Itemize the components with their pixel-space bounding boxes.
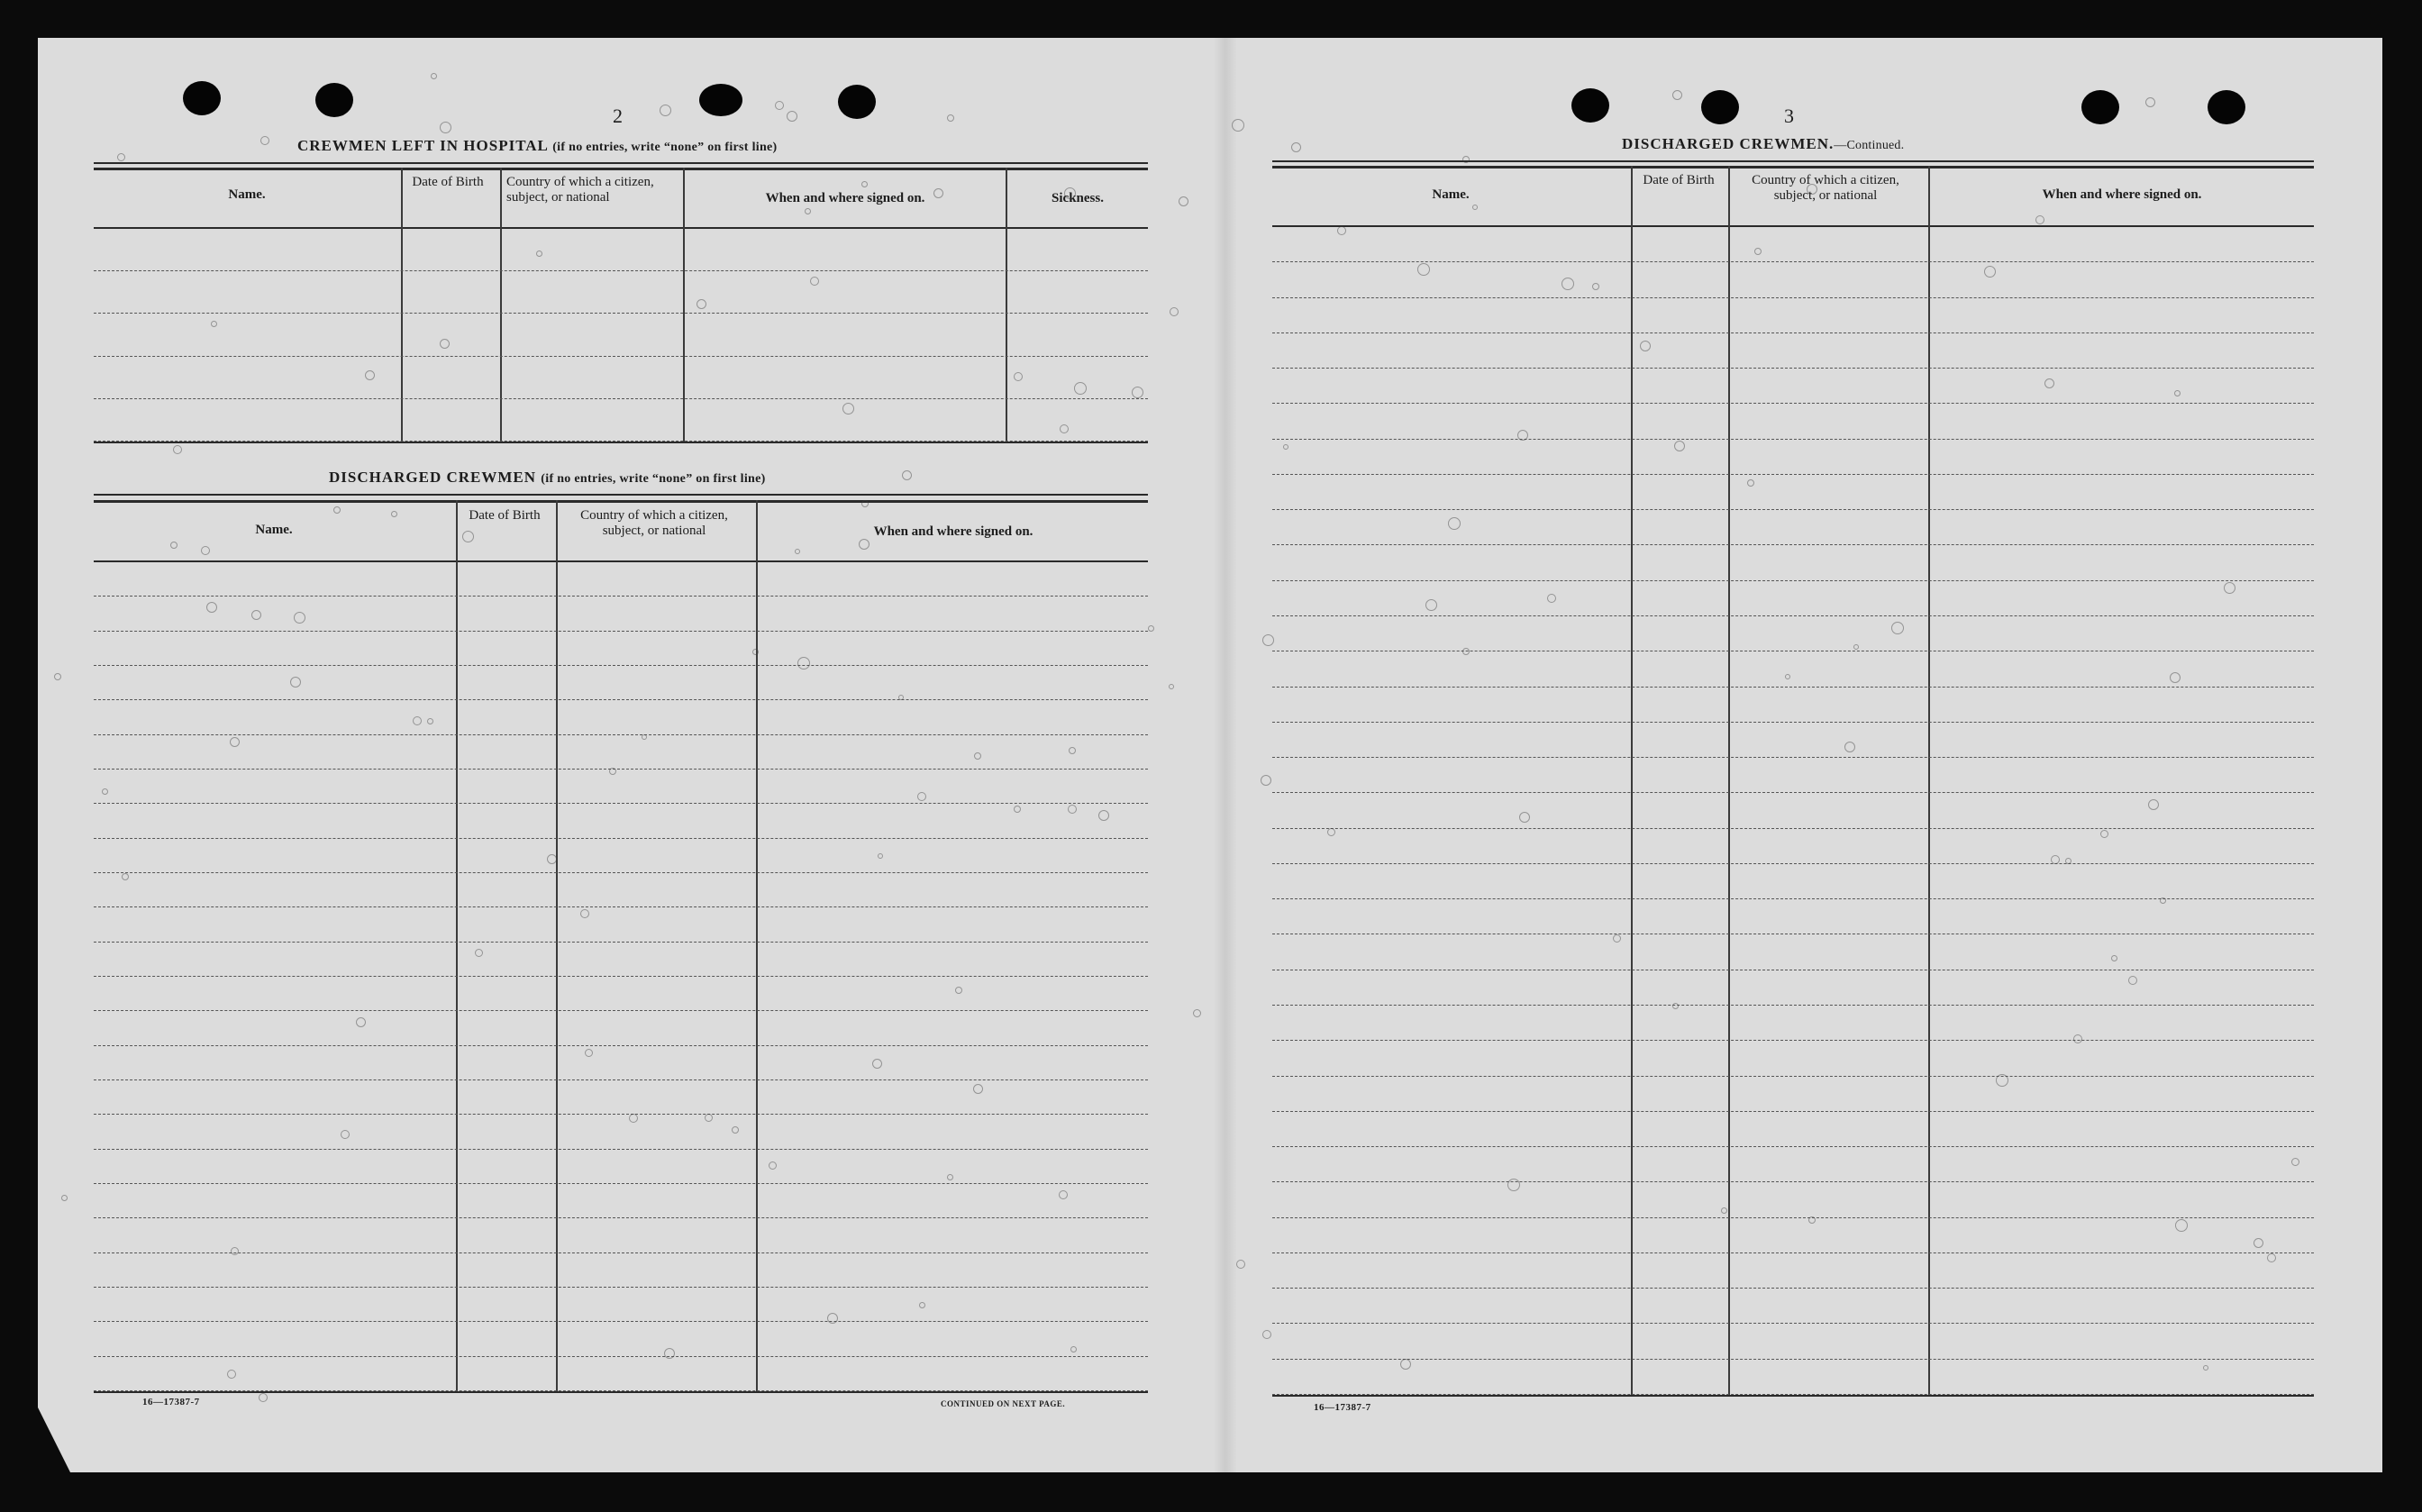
- paper-speck: [2100, 830, 2108, 838]
- right-blank-line: [1272, 474, 2314, 475]
- paper-speck: [61, 1195, 68, 1201]
- paper-speck: [122, 873, 129, 880]
- paper-speck: [413, 716, 422, 725]
- right-blank-line: [1272, 1111, 2314, 1112]
- form-number-left: 16—17387-7: [142, 1397, 200, 1407]
- hospital-col-signed: When and where signed on.: [765, 191, 925, 205]
- discharged-blank-line: [94, 906, 1148, 907]
- hospital-section-title: [297, 137, 778, 155]
- paper-speck: [664, 1348, 675, 1359]
- punch-hole: [2208, 90, 2245, 124]
- right-blank-line: [1272, 687, 2314, 688]
- paper-speck: [795, 549, 800, 554]
- paper-speck: [1170, 307, 1179, 316]
- paper-speck: [2170, 672, 2181, 683]
- paper-speck: [902, 470, 912, 480]
- paper-speck: [1169, 684, 1174, 689]
- paper-speck: [898, 695, 904, 700]
- paper-speck: [2148, 799, 2159, 810]
- right-top-rule-2: [1272, 166, 2314, 169]
- right-blank-line: [1272, 261, 2314, 262]
- right-blank-line: [1272, 863, 2314, 864]
- discharged-blank-line: [94, 1356, 1148, 1357]
- paper-speck: [1674, 441, 1685, 451]
- hospital-col-divider: [683, 168, 685, 443]
- paper-speck: [440, 339, 450, 349]
- paper-speck: [2254, 1238, 2263, 1248]
- right-blank-line: [1272, 1040, 2314, 1041]
- paper-speck: [2044, 378, 2054, 388]
- paper-speck: [333, 506, 341, 514]
- right-blank-line: [1272, 439, 2314, 440]
- paper-speck: [580, 909, 589, 918]
- paper-speck: [1059, 1190, 1068, 1199]
- right-col-name: Name.: [1432, 187, 1470, 202]
- right-page: [1225, 38, 2382, 1472]
- paper-speck: [769, 1161, 777, 1170]
- paper-speck: [1547, 594, 1556, 603]
- paper-speck: [1721, 1207, 1727, 1214]
- paper-speck: [1283, 444, 1288, 450]
- paper-speck: [2203, 1365, 2208, 1371]
- discharged-top-rule: [94, 494, 1148, 496]
- paper-speck: [1747, 479, 1754, 487]
- discharged-header-rule: [94, 560, 1148, 562]
- paper-speck: [231, 1247, 239, 1255]
- paper-speck: [2051, 855, 2060, 864]
- paper-speck: [797, 657, 810, 669]
- paper-speck: [391, 511, 397, 517]
- punch-hole: [1571, 88, 1609, 123]
- paper-speck: [697, 299, 706, 309]
- hospital-blank-line: [94, 356, 1148, 357]
- paper-speck: [1417, 263, 1430, 276]
- paper-speck: [974, 752, 981, 760]
- paper-speck: [861, 181, 868, 187]
- punch-hole: [2081, 90, 2119, 124]
- discharged-blank-line: [94, 1114, 1148, 1115]
- paper-speck: [805, 208, 811, 214]
- paper-speck: [1891, 622, 1904, 634]
- paper-speck: [1562, 278, 1574, 290]
- punch-hole: [838, 85, 876, 119]
- right-blank-line: [1272, 615, 2314, 616]
- left-page: [38, 38, 1225, 1472]
- paper-speck: [102, 788, 108, 795]
- right-blank-line: [1272, 297, 2314, 298]
- paper-speck: [1507, 1179, 1520, 1191]
- paper-speck: [1148, 625, 1154, 632]
- paper-speck: [2111, 955, 2117, 961]
- right-blank-line: [1272, 1359, 2314, 1360]
- discharged-blank-line: [94, 734, 1148, 735]
- discharged-col-divider: [456, 500, 458, 1392]
- paper-speck: [878, 853, 883, 859]
- right-col-divider: [1631, 166, 1633, 1397]
- discharged-blank-line: [94, 1287, 1148, 1288]
- paper-speck: [1672, 1003, 1679, 1009]
- discharged-blank-line: [94, 1217, 1148, 1218]
- paper-speck: [947, 114, 954, 122]
- paper-speck: [431, 73, 437, 79]
- paper-speck: [917, 792, 926, 801]
- paper-speck: [609, 768, 616, 775]
- right-col-divider: [1728, 166, 1730, 1397]
- discharged-col-dob: Date of Birth: [469, 508, 541, 523]
- paper-speck: [859, 539, 870, 550]
- page-crease: [1214, 38, 1237, 1472]
- paper-speck: [660, 105, 671, 116]
- paper-speck: [230, 737, 240, 747]
- punch-hole: [699, 84, 742, 116]
- right-blank-line: [1272, 1181, 2314, 1182]
- right-blank-line: [1272, 792, 2314, 793]
- paper-speck: [2065, 858, 2071, 864]
- page-number-left: 2: [613, 105, 623, 127]
- paper-speck: [1236, 1260, 1245, 1269]
- paper-speck: [933, 188, 943, 198]
- right-blank-line: [1272, 1146, 2314, 1147]
- right-blank-line: [1272, 722, 2314, 723]
- continued-note: CONTINUED ON NEXT PAGE.: [941, 1399, 1066, 1408]
- right-col-divider: [1928, 166, 1930, 1397]
- paper-speck: [173, 445, 182, 454]
- right-blank-line: [1272, 1323, 2314, 1324]
- right-bottom-rule: [1272, 1395, 2314, 1397]
- paper-speck: [1069, 747, 1076, 754]
- hospital-col-divider: [1006, 168, 1007, 443]
- right-top-rule: [1272, 160, 2314, 162]
- right-title-text: DISCHARGED CREWMEN.: [1622, 135, 1835, 152]
- hospital-blank-line: [94, 313, 1148, 314]
- right-title-suffix: —Continued.: [1834, 139, 1905, 152]
- right-blank-line: [1272, 332, 2314, 333]
- paper-speck: [1132, 387, 1143, 398]
- paper-speck: [775, 101, 784, 110]
- paper-speck: [1070, 1346, 1077, 1353]
- paper-speck: [1853, 644, 1859, 650]
- right-col-signed: When and where signed on.: [2042, 187, 2202, 202]
- paper-speck: [2224, 582, 2235, 594]
- paper-speck: [1996, 1074, 2008, 1087]
- paper-speck: [1472, 205, 1478, 210]
- paper-speck: [1337, 226, 1346, 235]
- paper-speck: [1808, 1216, 1816, 1224]
- paper-speck: [1754, 248, 1762, 255]
- right-section-title: [1622, 135, 1904, 153]
- paper-speck: [462, 531, 474, 542]
- right-col-dob: Date of Birth: [1643, 173, 1715, 187]
- paper-speck: [170, 542, 178, 549]
- discharged-top-rule-2: [94, 500, 1148, 503]
- discharged-blank-line: [94, 803, 1148, 804]
- discharged-blank-line: [94, 1079, 1148, 1080]
- paper-speck: [1262, 634, 1274, 646]
- right-blank-line: [1272, 544, 2314, 545]
- paper-speck: [2160, 897, 2166, 904]
- paper-speck: [1517, 430, 1528, 441]
- discharged-col-divider: [556, 500, 558, 1392]
- discharged-blank-line: [94, 631, 1148, 632]
- paper-speck: [1014, 372, 1023, 381]
- paper-speck: [973, 1084, 983, 1094]
- paper-speck: [1098, 810, 1109, 821]
- right-blank-line: [1272, 368, 2314, 369]
- right-blank-line: [1272, 1288, 2314, 1289]
- discharged-blank-line: [94, 976, 1148, 977]
- paper-speck: [341, 1130, 350, 1139]
- paper-speck: [919, 1302, 925, 1308]
- right-blank-line: [1272, 1252, 2314, 1253]
- right-blank-line: [1272, 509, 2314, 510]
- right-col-country: Country of which a citizen, subject, or national: [1752, 173, 1899, 203]
- paper-speck: [1519, 812, 1530, 823]
- paper-speck: [227, 1370, 236, 1379]
- paper-speck: [842, 403, 854, 414]
- hospital-title-note: (if no entries, write “none” on first line): [552, 141, 778, 154]
- paper-speck: [1400, 1359, 1411, 1370]
- page-number-right: 3: [1784, 105, 1794, 127]
- punch-hole: [315, 83, 353, 117]
- paper-speck: [1640, 341, 1651, 351]
- discharged-section-title: [329, 469, 766, 487]
- paper-speck: [1262, 1330, 1271, 1339]
- discharged-blank-line: [94, 872, 1148, 873]
- paper-speck: [1844, 742, 1855, 752]
- paper-speck: [1672, 90, 1682, 100]
- discharged-blank-line: [94, 1045, 1148, 1046]
- paper-speck: [206, 602, 217, 613]
- paper-speck: [2035, 215, 2044, 224]
- paper-speck: [787, 111, 797, 122]
- paper-speck: [1462, 648, 1470, 655]
- paper-speck: [2145, 97, 2155, 107]
- discharged-blank-line: [94, 838, 1148, 839]
- paper-speck: [547, 854, 557, 864]
- right-blank-line: [1272, 898, 2314, 899]
- paper-speck: [1613, 934, 1621, 943]
- punch-hole: [1701, 90, 1739, 124]
- paper-speck: [211, 321, 217, 327]
- right-blank-line: [1272, 757, 2314, 758]
- hospital-col-country: Country of which a citizen, subject, or national: [506, 175, 654, 205]
- paper-speck: [732, 1126, 739, 1134]
- paper-speck: [290, 677, 301, 688]
- paper-speck: [1425, 599, 1437, 611]
- paper-speck: [1179, 196, 1188, 206]
- right-blank-line: [1272, 580, 2314, 581]
- discharged-title-text: DISCHARGED CREWMEN: [329, 469, 537, 486]
- paper-speck: [1060, 424, 1069, 433]
- paper-speck: [2175, 1219, 2188, 1232]
- paper-speck: [117, 153, 125, 161]
- paper-speck: [629, 1114, 638, 1123]
- paper-speck: [2291, 1158, 2299, 1166]
- hospital-header-rule: [94, 227, 1148, 229]
- discharged-title-note: (if no entries, write “none” on first line): [541, 472, 766, 486]
- hospital-blank-line: [94, 270, 1148, 271]
- hospital-top-rule-2: [94, 168, 1148, 170]
- paper-speck: [1327, 828, 1335, 836]
- paper-speck: [1462, 156, 1470, 163]
- right-blank-line: [1272, 828, 2314, 829]
- paper-speck: [705, 1114, 713, 1122]
- discharged-blank-line: [94, 596, 1148, 597]
- right-blank-line: [1272, 403, 2314, 404]
- discharged-col-divider: [756, 500, 758, 1392]
- discharged-col-signed: When and where signed on.: [873, 524, 1033, 539]
- paper-speck: [1984, 266, 1996, 278]
- paper-speck: [1074, 382, 1087, 395]
- paper-speck: [294, 612, 305, 624]
- right-header-rule: [1272, 225, 2314, 227]
- discharged-col-country: Country of which a citizen, subject, or national: [580, 508, 728, 538]
- hospital-col-sickness: Sickness.: [1052, 191, 1104, 205]
- hospital-title-text: CREWMEN LEFT IN HOSPITAL: [297, 137, 548, 154]
- paper-speck: [1064, 187, 1076, 199]
- paper-speck: [947, 1174, 953, 1180]
- hospital-blank-line: [94, 398, 1148, 399]
- discharged-bottom-rule: [94, 1391, 1148, 1393]
- discharged-blank-line: [94, 1183, 1148, 1184]
- hospital-col-divider: [401, 168, 403, 443]
- paper-speck: [585, 1049, 593, 1057]
- discharged-blank-line: [94, 1010, 1148, 1011]
- paper-speck: [1193, 1009, 1201, 1017]
- paper-speck: [827, 1313, 838, 1324]
- paper-speck: [752, 649, 759, 655]
- punch-hole: [183, 81, 221, 115]
- right-blank-line: [1272, 1076, 2314, 1077]
- paper-speck: [260, 136, 269, 145]
- hospital-col-dob: Date of Birth: [412, 175, 484, 189]
- paper-speck: [955, 987, 962, 994]
- paper-speck: [1448, 517, 1461, 530]
- discharged-blank-line: [94, 1149, 1148, 1150]
- paper-speck: [2073, 1034, 2082, 1043]
- paper-speck: [536, 250, 542, 257]
- paper-speck: [872, 1059, 882, 1069]
- paper-speck: [2128, 976, 2137, 985]
- right-blank-line: [1272, 1217, 2314, 1218]
- paper-speck: [861, 500, 869, 507]
- discharged-blank-line: [94, 942, 1148, 943]
- hospital-bottom-rule: [94, 442, 1148, 443]
- discharged-blank-line: [94, 769, 1148, 770]
- paper-speck: [251, 610, 261, 620]
- paper-speck: [201, 546, 210, 555]
- paper-speck: [440, 122, 451, 133]
- discharged-blank-line: [94, 699, 1148, 700]
- paper-speck: [1291, 142, 1301, 152]
- paper-speck: [1261, 775, 1271, 786]
- discharged-blank-line: [94, 665, 1148, 666]
- discharged-blank-line: [94, 1252, 1148, 1253]
- paper-speck: [642, 734, 647, 740]
- paper-speck: [810, 277, 819, 286]
- paper-speck: [1807, 184, 1817, 195]
- hospital-col-divider: [500, 168, 502, 443]
- hospital-col-name: Name.: [228, 187, 266, 202]
- paper-speck: [1232, 119, 1244, 132]
- paper-speck: [475, 949, 483, 957]
- form-number-right: 16—17387-7: [1314, 1402, 1371, 1413]
- paper-speck: [2267, 1253, 2276, 1262]
- paper-speck: [2174, 390, 2181, 396]
- paper-speck: [1592, 283, 1599, 290]
- paper-speck: [1068, 805, 1077, 814]
- paper-speck: [54, 673, 61, 680]
- paper-speck: [1014, 806, 1021, 813]
- discharged-blank-line: [94, 1321, 1148, 1322]
- paper-speck: [1785, 674, 1790, 679]
- right-blank-line: [1272, 1005, 2314, 1006]
- discharged-col-name: Name.: [255, 523, 293, 537]
- paper-speck: [365, 370, 375, 380]
- hospital-top-rule: [94, 162, 1148, 164]
- paper-speck: [259, 1393, 268, 1402]
- paper-speck: [427, 718, 433, 724]
- paper-speck: [356, 1017, 366, 1027]
